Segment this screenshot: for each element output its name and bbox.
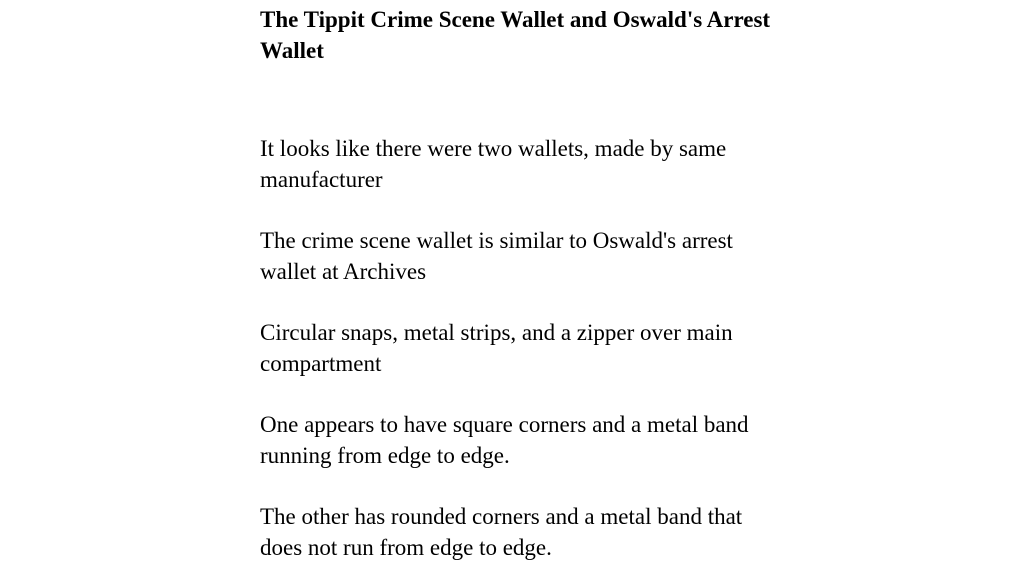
paragraph-2: The crime scene wallet is similar to Oswald's arrest wallet at Archives: [260, 228, 733, 284]
paragraph-3: Circular snaps, metal strips, and a zipper over main compartment: [260, 320, 733, 376]
slide-content: [260, 4, 780, 563]
slide-title: The Tippit Crime Scene Wallet and Oswald's Arrest Wallet: [260, 7, 771, 63]
paragraph-4: One appears to have square corners and a metal band running from edge to edge.: [260, 412, 749, 468]
slide-body: [260, 133, 780, 563]
paragraph-1: It looks like there were two wallets, made by same manufacturer: [260, 136, 727, 192]
paragraph-5: The other has rounded corners and a metal band that does not run from edge to edge.: [260, 504, 743, 560]
